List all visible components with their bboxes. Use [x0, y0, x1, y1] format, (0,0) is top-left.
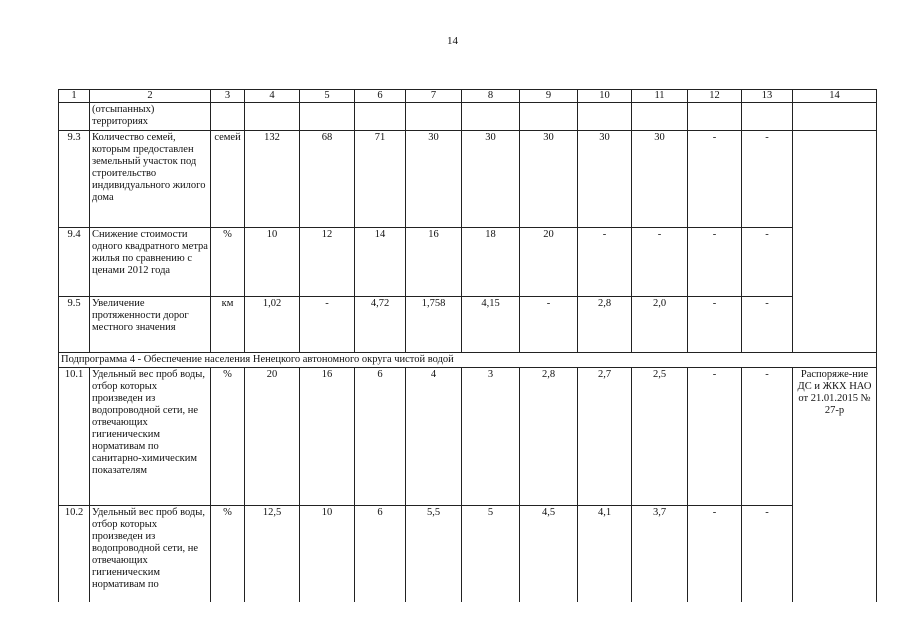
row-value: 68	[300, 131, 355, 228]
row-description: Количество семей, которым предоставлен земельный участок под строительство индивидуального жилого дома	[90, 131, 211, 228]
row-id: 9.3	[59, 131, 90, 228]
row-value: -	[520, 297, 578, 353]
row-value: -	[742, 368, 793, 506]
row-unit: %	[211, 228, 245, 297]
row-description: Удельный вес проб воды, отбор которых произведен из водопроводной сети, не отвечающих гигиеническим нормативам по	[90, 506, 211, 602]
row-value: 30	[520, 131, 578, 228]
table-row	[59, 228, 877, 297]
row-value: 16	[406, 228, 462, 297]
row-value: -	[688, 297, 742, 353]
row-value: -	[742, 131, 793, 228]
row-value: 5	[462, 506, 520, 602]
row-value: 4	[406, 368, 462, 506]
row-description: Снижение стоимости одного квадратного метра жилья по сравнению с ценами 2012 года	[90, 228, 211, 297]
table-row	[59, 368, 877, 506]
row-value: 4,15	[462, 297, 520, 353]
row-value: 12	[300, 228, 355, 297]
row-value: 2,7	[578, 368, 632, 506]
row-value: 10	[300, 506, 355, 602]
page-number: 14	[447, 35, 458, 47]
col-header: 9	[520, 90, 578, 103]
row-value: -	[300, 297, 355, 353]
row-value: 2,8	[578, 297, 632, 353]
row-value: 2,8	[520, 368, 578, 506]
col-header: 5	[300, 90, 355, 103]
row-value: 132	[245, 131, 300, 228]
row-value: 14	[355, 228, 406, 297]
row-value: 20	[245, 368, 300, 506]
row-value: -	[688, 506, 742, 602]
row-value: 30	[406, 131, 462, 228]
row-unit: семей	[211, 131, 245, 228]
col-header: 7	[406, 90, 462, 103]
table-row	[59, 297, 877, 353]
row-value: 5,5	[406, 506, 462, 602]
row-value: -	[632, 228, 688, 297]
col-header: 3	[211, 90, 245, 103]
col-header: 8	[462, 90, 520, 103]
row-unit: %	[211, 368, 245, 506]
row-value: 20	[520, 228, 578, 297]
subprogram-title: Подпрограмма 4 - Обеспечение населения Ненецкого автономного округа чистой водой	[59, 353, 877, 368]
row-value: -	[688, 368, 742, 506]
row-value: -	[742, 506, 793, 602]
row-value: 1,758	[406, 297, 462, 353]
row-description: Удельный вес проб воды, отбор которых произведен из водопроводной сети, не отвечающих гигиеническим нормативам по санитарно-химическим показателям	[90, 368, 211, 506]
col-header: 10	[578, 90, 632, 103]
row-id: 10.1	[59, 368, 90, 506]
row-unit: км	[211, 297, 245, 353]
row-value: 3,7	[632, 506, 688, 602]
row-value: 2,5	[632, 368, 688, 506]
row-unit: %	[211, 506, 245, 602]
row-value: 1,02	[245, 297, 300, 353]
col-header: 11	[632, 90, 688, 103]
row-value: 6	[355, 506, 406, 602]
row-value: -	[742, 297, 793, 353]
row-value: 6	[355, 368, 406, 506]
col-header: 12	[688, 90, 742, 103]
row-value: 3	[462, 368, 520, 506]
row-value: 30	[462, 131, 520, 228]
row-note: Распоряже-ние ДС и ЖКХ НАО от 21.01.2015 № 27-р	[793, 368, 877, 602]
row-id: 9.5	[59, 297, 90, 353]
table-row	[59, 506, 877, 602]
row-value: 71	[355, 131, 406, 228]
indicators-table	[58, 89, 877, 602]
subprogram-row	[59, 353, 877, 368]
row-value: 18	[462, 228, 520, 297]
row-value: 30	[578, 131, 632, 228]
row-description: Увеличение протяженности дорог местного значения	[90, 297, 211, 353]
row-value: 4,1	[578, 506, 632, 602]
table-row	[59, 131, 877, 228]
row-value: 2,0	[632, 297, 688, 353]
row-value: -	[578, 228, 632, 297]
col-header: 6	[355, 90, 406, 103]
row-description: (отсыпанных) территориях	[90, 103, 211, 131]
row-note-empty	[793, 131, 877, 353]
col-header: 1	[59, 90, 90, 103]
row-value: 4,5	[520, 506, 578, 602]
col-header: 14	[793, 90, 877, 103]
table-row-continuation	[59, 103, 877, 131]
col-header: 2	[90, 90, 211, 103]
row-value: -	[688, 228, 742, 297]
row-value: 30	[632, 131, 688, 228]
col-header: 13	[742, 90, 793, 103]
column-number-row	[59, 90, 877, 103]
row-value: 16	[300, 368, 355, 506]
row-value: 4,72	[355, 297, 406, 353]
row-id: 10.2	[59, 506, 90, 602]
row-value: 10	[245, 228, 300, 297]
row-id: 9.4	[59, 228, 90, 297]
col-header: 4	[245, 90, 300, 103]
row-value: -	[688, 131, 742, 228]
row-value: -	[742, 228, 793, 297]
row-value: 12,5	[245, 506, 300, 602]
